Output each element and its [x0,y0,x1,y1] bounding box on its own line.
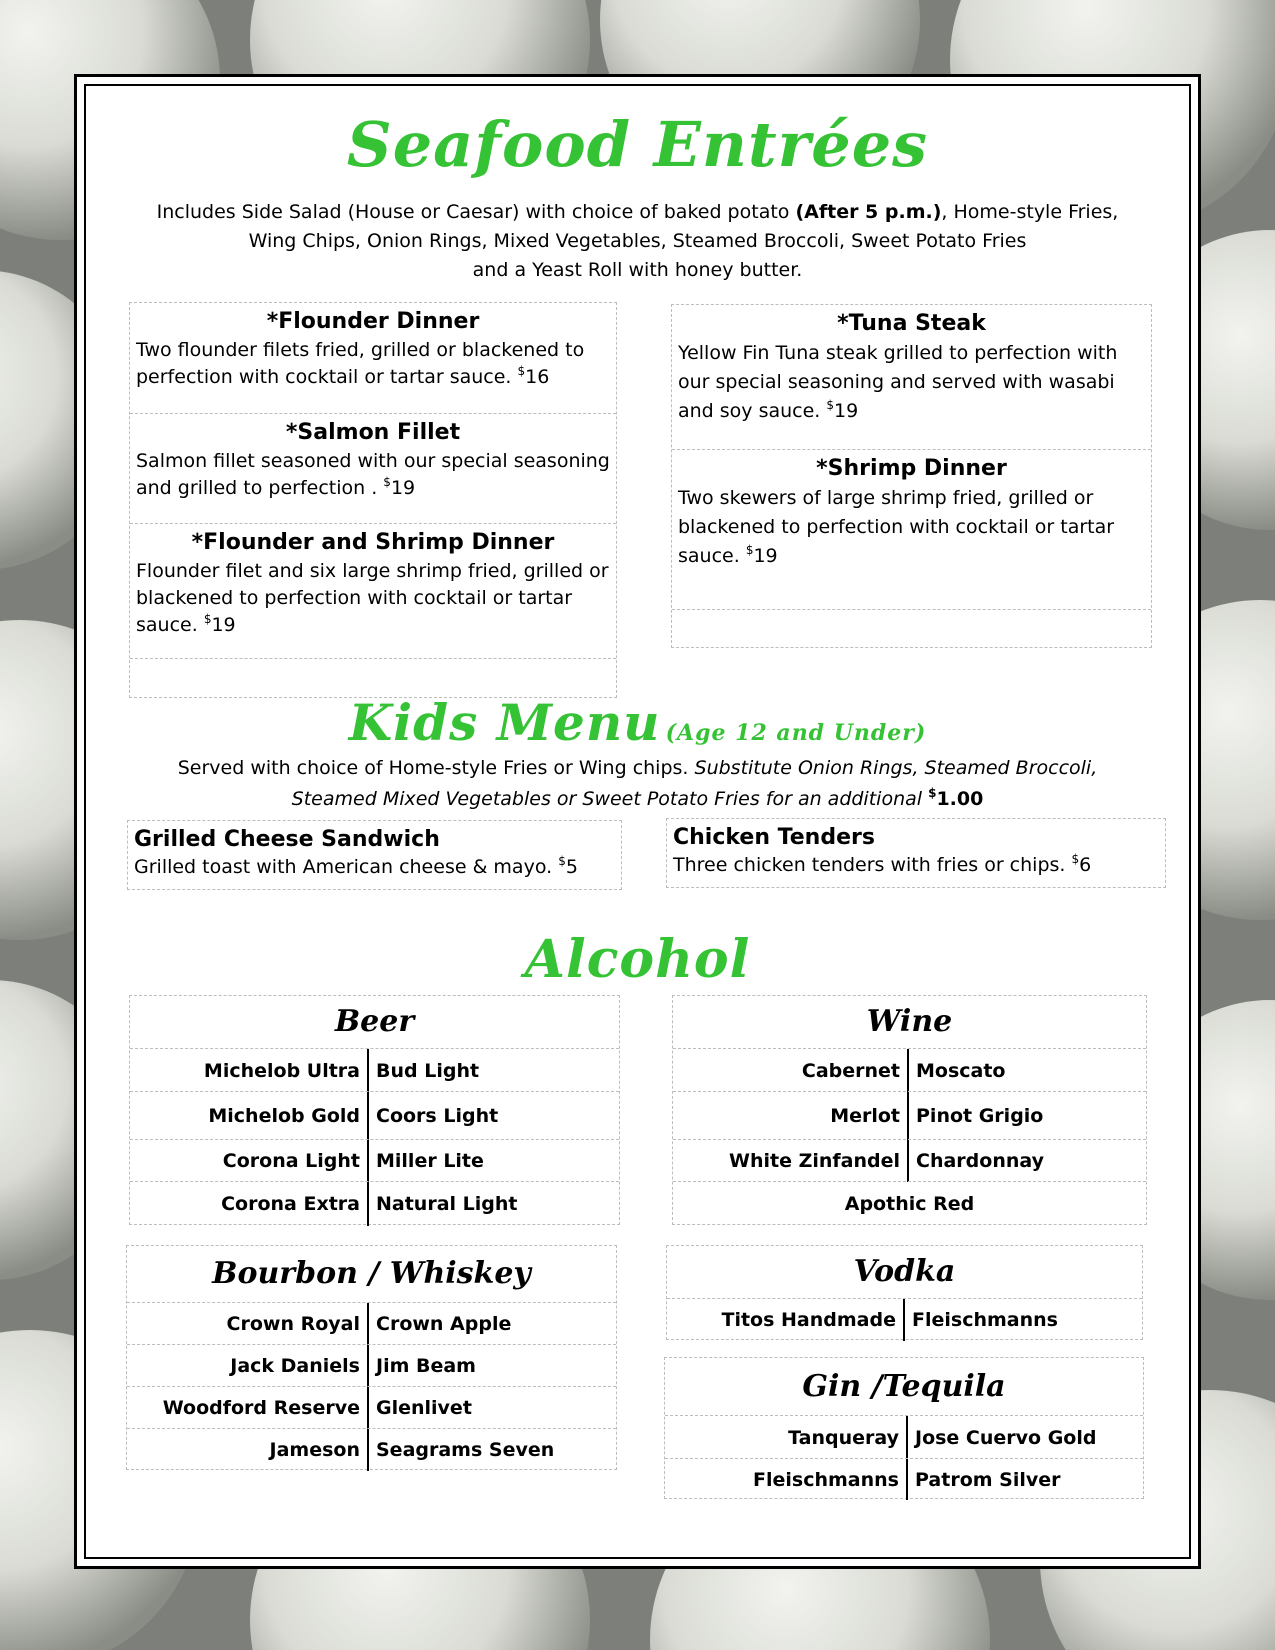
item-description: Salmon fillet seasoned with our special seasoning and grilled to perfection . [136,450,610,499]
wine-heading: Wine [866,1004,953,1039]
item-description: Yellow Fin Tuna steak grilled to perfection with our special seasoning and served with wasabi and soy sauce. [678,342,1118,422]
table-row [673,1091,1146,1140]
menu-item [130,523,616,658]
item-name: Grilled Cheese Sandwich [134,827,440,852]
table-row [130,1139,619,1182]
drink-name: Jack Daniels [230,1355,360,1377]
kids-subtitle: (Age 12 and Under) [665,720,927,746]
seafood-intro [90,198,1185,285]
bourbon-whiskey-table [126,1245,617,1470]
item-name: *Flounder Dinner [266,309,480,334]
kids-title: Kids Menu [348,693,661,752]
beer-table [129,995,620,1225]
drink-name: Pinot Grigio [916,1105,1044,1127]
drink-name: Patrom Silver [915,1468,1061,1491]
item-name: Chicken Tenders [673,825,875,850]
table-row [673,1139,1146,1182]
drink-name: Titos Handmade [721,1309,896,1331]
drink-name: Miller Lite [376,1150,484,1172]
seafood-title: Seafood Entrées [346,108,929,181]
currency-symbol: $ [928,786,937,800]
currency-symbol: $ [558,854,566,868]
drink-name: White Zinfandel [728,1150,900,1172]
menu-item [130,413,616,523]
drink-name: Jim Beam [376,1355,476,1377]
table-row [127,1386,616,1429]
alcohol-title: Alcohol [524,929,751,990]
drink-name: Moscato [916,1059,1006,1082]
wine-table [672,995,1147,1225]
item-description: Grilled toast with American cheese & mayo. [134,856,559,878]
drink-name: Michelob Gold [208,1105,360,1127]
drink-name: Crown Apple [376,1313,512,1335]
item-name: *Tuna Steak [837,311,986,336]
gin-tequila-heading: Gin /Tequila [802,1369,1006,1404]
intro-text: Substitute Onion Rings, Steamed Broccoli, [694,757,1098,779]
item-description: Flounder filet and six large shrimp fried, grilled or blackened to perfection with cocktail or tartar sauce. [136,560,609,636]
drink-name: Cabernet [801,1059,900,1082]
drink-name: Corona Light [222,1150,360,1172]
kids-item [666,818,1166,888]
bourbon-heading: Bourbon / Whiskey [212,1256,531,1291]
seafood-left-column [129,302,617,698]
drink-name: Crown Royal [226,1313,360,1335]
currency-symbol: $ [517,364,526,378]
drink-name: Jose Cuervo Gold [915,1426,1097,1449]
item-price: 19 [753,545,778,567]
table-row [130,1181,619,1226]
item-price: 19 [390,477,416,499]
table-row [130,1048,619,1092]
drink-name: Chardonnay [916,1150,1044,1172]
item-price: 19 [834,400,859,422]
intro-text: Steamed Mixed Vegetables or Sweet Potato Fries for an additional [291,788,929,810]
upcharge-price: 1.00 [936,788,984,810]
drink-name: Michelob Ultra [203,1059,360,1082]
intro-text: and a Yeast Roll with honey butter. [472,259,803,281]
drink-name: Jameson [269,1439,360,1461]
intro-text: , Home-style Fries, [941,201,1119,223]
drink-name: Woodford Reserve [162,1397,360,1419]
item-description: Three chicken tenders with fries or chips. [673,854,1072,876]
item-price: 5 [565,856,578,878]
drink-name: Bud Light [376,1059,480,1082]
drink-name: Fleischmanns [912,1309,1058,1331]
item-price: 6 [1079,854,1092,876]
drink-name: Natural Light [376,1193,518,1215]
table-row [665,1415,1143,1459]
drink-name: Corona Extra [221,1193,360,1215]
item-name: *Salmon Fillet [285,420,461,445]
currency-symbol: $ [826,398,835,412]
table-row [127,1302,616,1345]
vodka-heading: Vodka [853,1254,956,1289]
menu-item [672,305,1151,449]
drink-name: Coors Light [376,1105,499,1127]
intro-text: Includes Side Salad (House or Caesar) with choice of baked potato [156,201,796,223]
currency-symbol: $ [745,543,754,557]
kids-item [127,820,622,890]
table-row [673,1048,1146,1092]
drink-name: Merlot [830,1105,900,1127]
table-row [673,1181,1146,1226]
gin-tequila-table [664,1357,1144,1499]
menu-item [672,449,1151,609]
drink-name: Seagrams Seven [376,1439,555,1461]
kids-intro [90,753,1185,815]
intro-text: Wing Chips, Onion Rings, Mixed Vegetables, Steamed Broccoli, Sweet Potato Fries [248,230,1027,252]
item-name: *Flounder and Shrimp Dinner [191,530,555,555]
item-description: Two skewers of large shrimp fried, grilled or blackened to perfection with cocktail or tartar sauce. [678,487,1115,567]
table-row [127,1344,616,1387]
currency-symbol: $ [1071,852,1080,866]
item-name: *Shrimp Dinner [816,456,1007,481]
seafood-right-column [671,304,1152,648]
empty-cell [672,609,1151,649]
table-row [130,1091,619,1140]
drink-name: Glenlivet [376,1397,472,1419]
table-row [665,1458,1143,1500]
vodka-table [666,1245,1143,1340]
item-description: Two flounder filets fried, grilled or blackened to perfection with cocktail or tartar sauce. [136,339,585,388]
drink-name: Fleischmanns [753,1468,899,1491]
currency-symbol: $ [383,475,391,489]
item-price: 19 [211,614,236,636]
beer-heading: Beer [334,1004,415,1039]
item-price: 16 [525,366,550,388]
currency-symbol: $ [203,612,212,626]
drink-name: Tanqueray [788,1426,899,1449]
drink-name: Apothic Red [844,1193,975,1215]
intro-text: Served with choice of Home-style Fries or Wing chips. [177,757,695,779]
menu-item [130,303,616,413]
intro-time-note: (After 5 p.m.) [795,201,942,223]
table-row [667,1298,1142,1341]
table-row [127,1428,616,1471]
